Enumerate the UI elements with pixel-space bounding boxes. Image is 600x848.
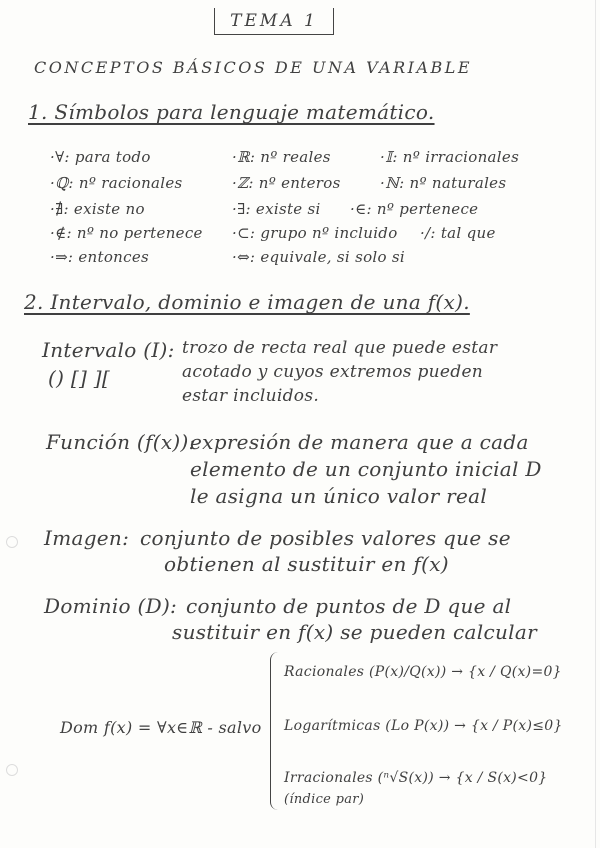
dominio-label: Dominio (D): [44,594,178,618]
intervalo-label: Intervalo (I): [42,338,175,362]
cases-brace [270,652,281,810]
page-edge [595,0,596,848]
symbol-item: ·/: tal que [420,224,496,242]
intervalo-definition-line: acotado y cuyos extremos pueden [182,362,484,382]
symbol-item: ·∄: existe no [50,200,145,218]
symbol-item: ·ℤ: nº enteros [232,174,341,192]
dom-case-note: (índice par) [284,792,365,807]
funcion-definition-line: expresión de manera que a cada [190,430,529,454]
intervalo-notation: () [] ][ [48,366,110,390]
symbol-item: ·⇒: entonces [50,248,149,266]
symbol-item: ·⇔: equivale, si solo si [232,248,406,266]
symbol-item: ·∀: para todo [50,148,151,166]
symbol-item: ·𝕀: nº irracionales [380,148,520,166]
symbol-item: ·ℕ: nº naturales [380,174,507,192]
symbol-item: ·∉: nº no pertenece [50,224,203,242]
dom-case-racionales: Racionales (P(x)/Q(x)) → {x / Q(x)=0} [284,664,562,680]
imagen-definition-line: conjunto de posibles valores que se [140,526,511,550]
imagen-label: Imagen: [44,526,130,550]
symbol-item: ·⊂: grupo nº incluido [232,224,398,242]
dom-formula: Dom f(x) = ∀x∈ℝ - salvo [60,718,262,737]
page-title: TEMA 1 [214,8,334,35]
page-subtitle: CONCEPTOS BÁSICOS DE UNA VARIABLE [34,58,473,77]
dominio-definition-line: conjunto de puntos de D que al [186,594,512,618]
dom-case-irracionales: Irracionales (ⁿ√S(x)) → {x / S(x)<0} [284,770,548,786]
funcion-label: Función (f(x)): [46,430,196,454]
intervalo-definition-line: estar incluidos. [182,386,320,406]
symbol-item: ·ℝ: nº reales [232,148,331,166]
imagen-definition-line: obtienen al sustituir en f(x) [164,552,449,576]
binder-hole [6,536,18,548]
symbol-item: ·∈: nº pertenece [350,200,479,218]
dominio-definition-line: sustituir en f(x) se pueden calcular [172,620,537,644]
binder-hole [6,764,18,776]
section-2-heading: 2. Intervalo, dominio e imagen de una f(x). [24,290,470,314]
funcion-definition-line: elemento de un conjunto inicial D [190,457,542,481]
symbol-item: ·∃: existe si [232,200,321,218]
funcion-definition-line: le asigna un único valor real [190,484,488,508]
intervalo-definition-line: trozo de recta real que puede estar [182,338,498,358]
section-1-heading: 1. Símbolos para lenguaje matemático. [28,100,435,124]
dom-case-logaritmicas: Logarítmicas (Lo P(x)) → {x / P(x)≤0} [284,718,563,734]
symbol-item: ·ℚ: nº racionales [50,174,183,192]
